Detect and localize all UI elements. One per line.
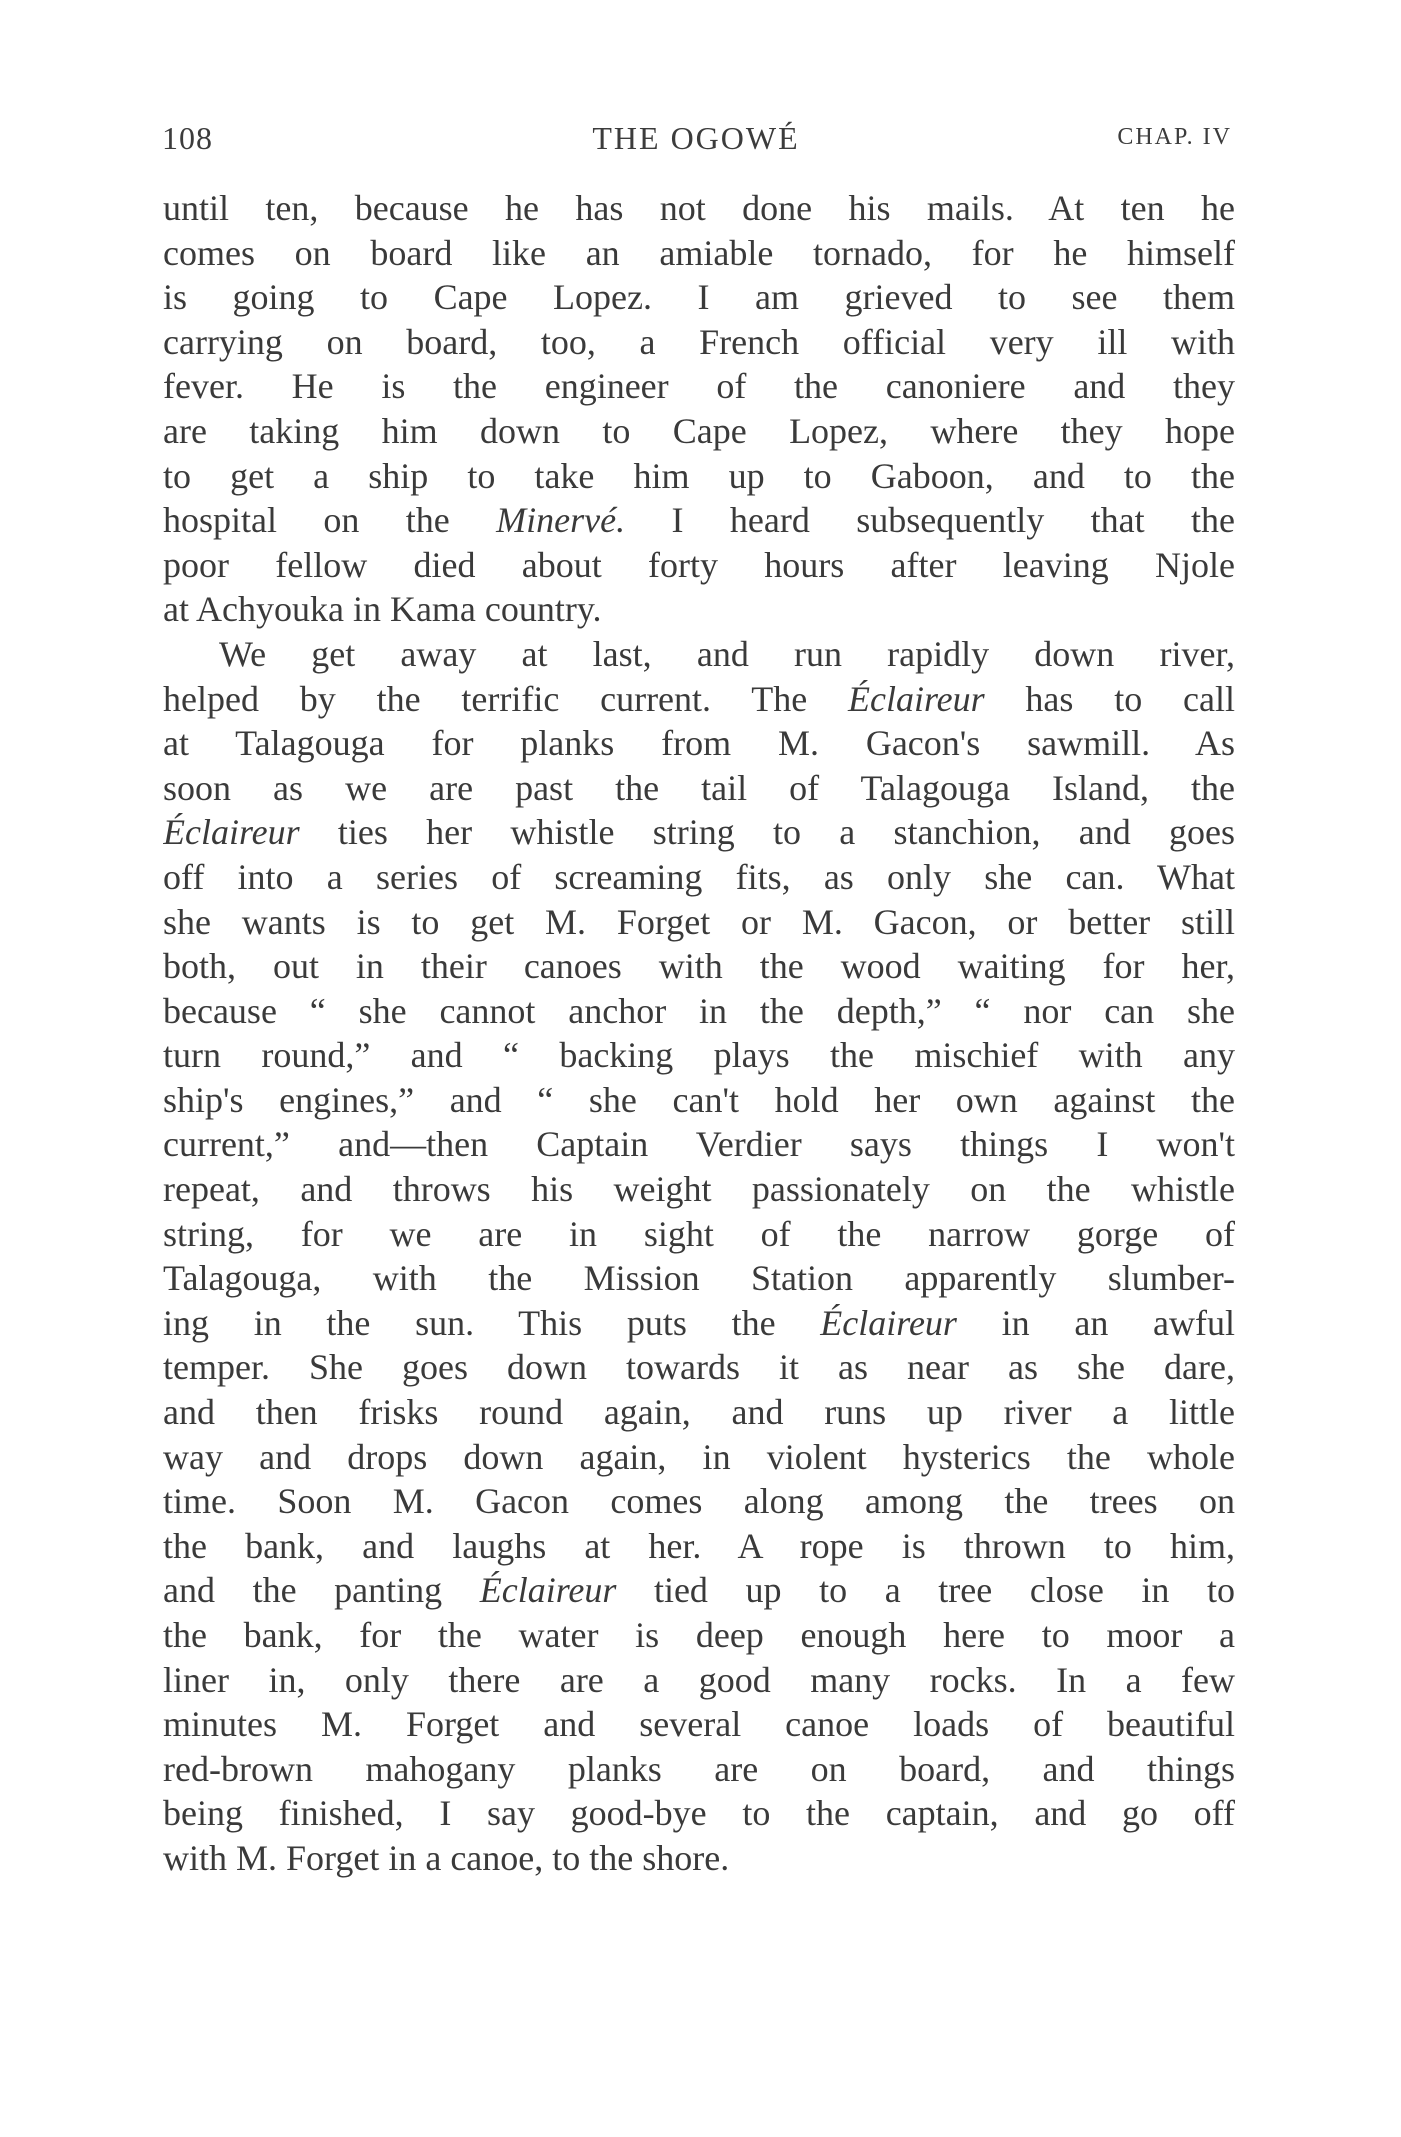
text-segment: string, for we are in sight of the narrow gorge of <box>163 1213 1235 1254</box>
text-segment: red-brown mahogany planks are on board, and things <box>163 1748 1235 1789</box>
text-line <box>163 900 1235 945</box>
text-line <box>163 989 1235 1034</box>
italic-ship-name: Éclaireur <box>479 1570 617 1611</box>
text-segment: the bank, and laughs at her. A rope is thrown to him, <box>163 1525 1235 1566</box>
text-segment: fever. He is the engineer of the canoniere and they <box>163 366 1235 407</box>
text-line <box>163 1122 1235 1167</box>
text-line <box>163 1836 1235 1881</box>
text-line <box>163 1212 1235 1257</box>
italic-ship-name: Minervé. <box>496 500 626 541</box>
text-line <box>163 186 1235 231</box>
text-segment: I heard subsequently that the <box>625 500 1235 541</box>
text-segment: ties her whistle string to a stanchion, and goes <box>299 812 1235 853</box>
text-line <box>163 1167 1235 1212</box>
text-line <box>163 454 1235 499</box>
text-line <box>163 1524 1235 1569</box>
text-segment: comes on board like an amiable tornado, for he himself <box>163 232 1235 273</box>
text-segment: and the panting <box>163 1570 480 1611</box>
text-line <box>163 1301 1235 1346</box>
text-segment: both, out in their canoes with the wood waiting for her, <box>163 946 1235 987</box>
text-segment: with M. Forget in a canoe, to the shore. <box>163 1837 730 1878</box>
body-text <box>163 186 1235 1881</box>
text-segment: We get away at last, and run rapidly down river, <box>219 633 1235 674</box>
italic-ship-name: Éclaireur <box>163 812 300 853</box>
text-line <box>163 1390 1235 1435</box>
text-segment: current,” and—then Captain Verdier says things I won't <box>163 1124 1235 1165</box>
text-line <box>163 1256 1235 1301</box>
italic-ship-name: Éclaireur <box>820 1302 957 1343</box>
running-head <box>160 120 1232 160</box>
text-line <box>163 1791 1235 1836</box>
text-line <box>163 944 1235 989</box>
text-line <box>163 1613 1235 1658</box>
text-segment: tied up to a tree close in to <box>616 1570 1235 1611</box>
text-line <box>163 409 1235 454</box>
text-line <box>163 1435 1235 1480</box>
text-segment: ship's engines,” and “ she can't hold her own against the <box>163 1079 1235 1120</box>
text-line <box>163 1568 1235 1613</box>
chapter-label: CHAP. IV <box>1117 124 1232 150</box>
text-line <box>163 632 1235 677</box>
text-line <box>163 320 1235 365</box>
text-line <box>163 364 1235 409</box>
text-line <box>163 1078 1235 1123</box>
book-title: THE OGOWÉ <box>592 120 800 156</box>
text-segment: poor fellow died about forty hours after leaving Njole <box>163 544 1235 585</box>
page-number: 108 <box>162 120 213 156</box>
text-segment: at Achyouka in Kama country. <box>163 589 602 630</box>
text-line <box>163 231 1235 276</box>
text-line <box>163 1479 1235 1524</box>
text-segment: in an awful <box>956 1302 1235 1343</box>
text-line <box>163 721 1235 766</box>
text-segment: minutes M. Forget and several canoe loads of beautiful <box>163 1704 1235 1745</box>
text-segment: carrying on board, too, a French official very ill with <box>163 321 1235 362</box>
text-line <box>163 1702 1235 1747</box>
text-line <box>163 543 1235 588</box>
text-segment: helped by the terrific current. The <box>163 678 848 719</box>
text-line <box>163 1658 1235 1703</box>
text-segment: turn round,” and “ backing plays the mischief with any <box>163 1035 1235 1076</box>
text-segment: temper. She goes down towards it as near as she dare, <box>163 1347 1235 1388</box>
text-segment: hospital on the <box>163 500 497 541</box>
text-segment: being finished, I say good-bye to the captain, and go off <box>163 1793 1235 1834</box>
italic-ship-name: Éclaireur <box>847 678 985 719</box>
text-line <box>163 677 1235 722</box>
text-segment: off into a series of screaming fits, as only she can. What <box>163 856 1235 897</box>
text-line <box>163 1345 1235 1390</box>
text-segment: is going to Cape Lopez. I am grieved to see them <box>163 277 1235 318</box>
text-line <box>163 1033 1235 1078</box>
text-segment: and then frisks round again, and runs up river a little <box>163 1392 1235 1433</box>
text-line <box>163 275 1235 320</box>
text-segment: repeat, and throws his weight passionately on the whistle <box>163 1169 1235 1210</box>
text-segment: ing in the sun. This puts the <box>163 1302 821 1343</box>
text-segment: has to call <box>984 678 1235 719</box>
text-segment: soon as we are past the tail of Talagouga Island, the <box>163 767 1235 808</box>
text-segment: way and drops down again, in violent hysterics the whole <box>163 1436 1235 1477</box>
text-segment: at Talagouga for planks from M. Gacon's sawmill. As <box>163 723 1235 764</box>
text-line <box>163 587 1235 632</box>
text-line <box>163 810 1235 855</box>
text-segment: she wants is to get M. Forget or M. Gacon, or better still <box>163 901 1235 942</box>
text-segment: to get a ship to take him up to Gaboon, and to the <box>163 455 1235 496</box>
text-segment: are taking him down to Cape Lopez, where they hope <box>163 410 1235 451</box>
text-line <box>163 855 1235 900</box>
text-line <box>163 498 1235 543</box>
text-segment: because “ she cannot anchor in the depth,” “ nor can she <box>163 990 1235 1031</box>
text-line <box>163 1747 1235 1792</box>
text-segment: liner in, only there are a good many rocks. In a few <box>163 1659 1235 1700</box>
text-segment: until ten, because he has not done his mails. At ten he <box>163 188 1235 228</box>
text-segment: Talagouga, with the Mission Station apparently slumber- <box>163 1258 1235 1299</box>
text-line <box>163 766 1235 811</box>
text-segment: the bank, for the water is deep enough here to moor a <box>163 1615 1235 1655</box>
text-segment: time. Soon M. Gacon comes along among the trees on <box>163 1481 1235 1522</box>
